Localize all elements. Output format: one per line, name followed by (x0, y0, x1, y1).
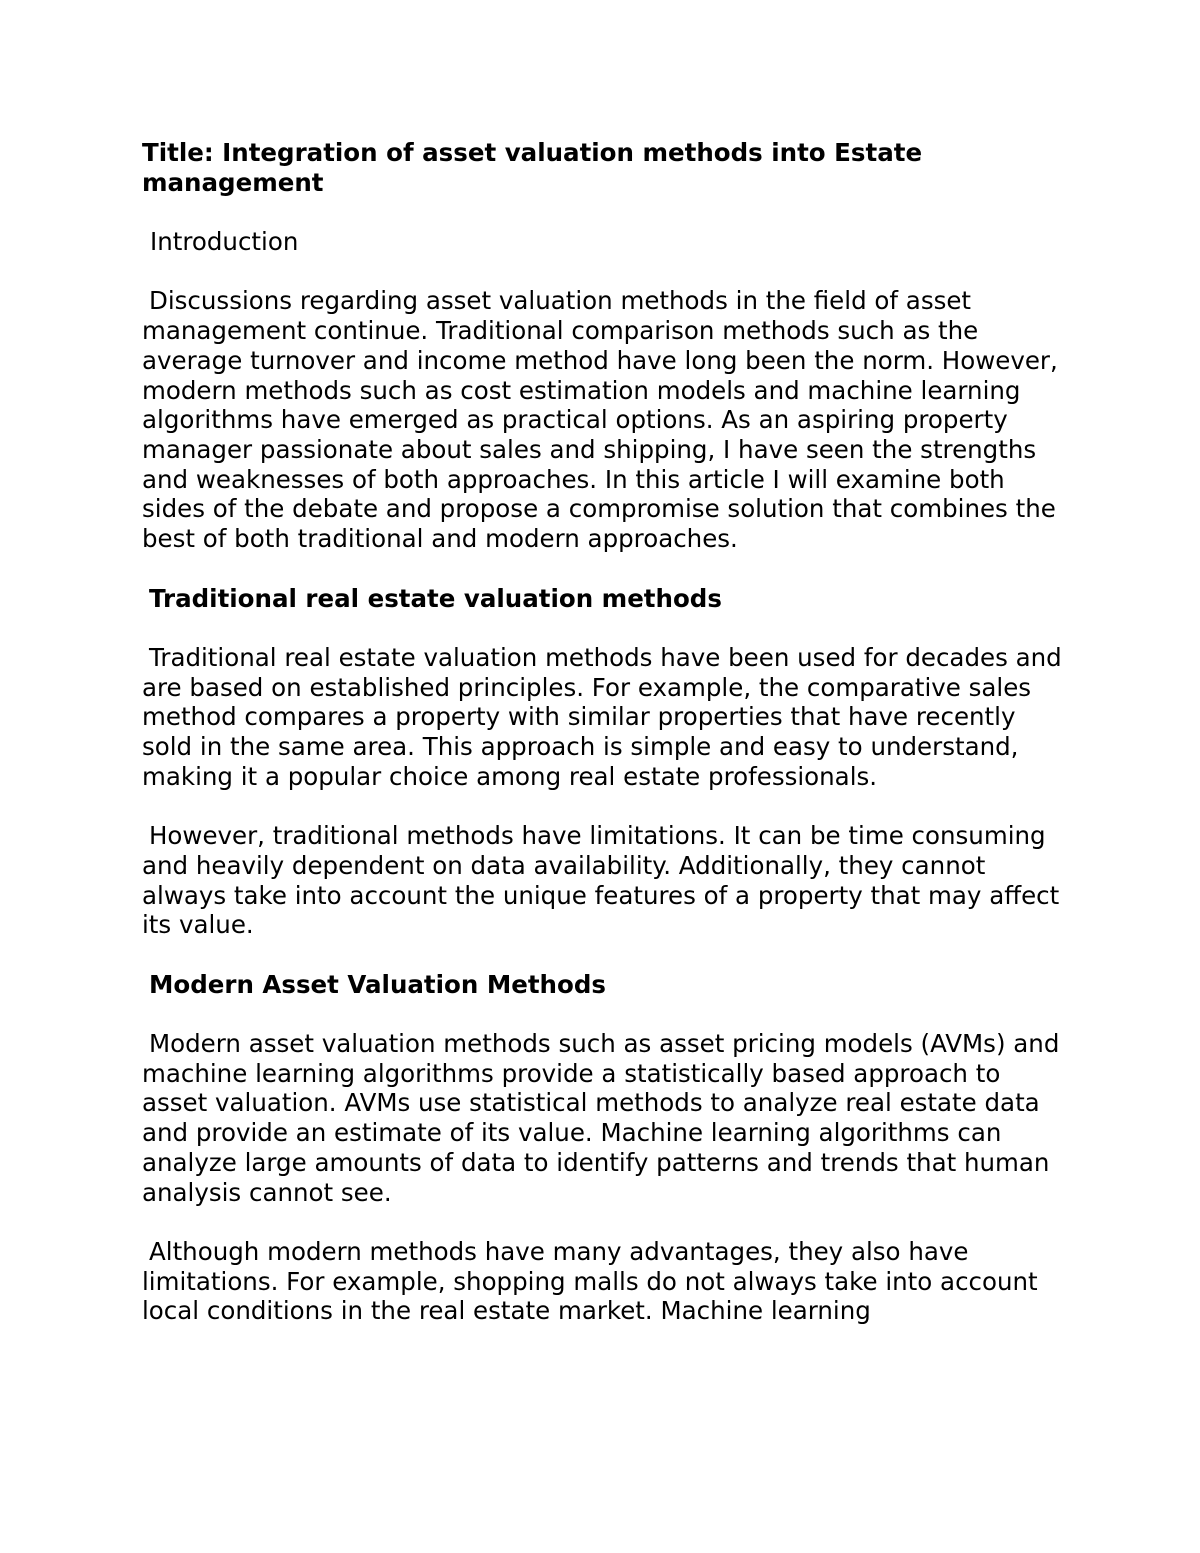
traditional-paragraph-2 (142, 821, 1072, 940)
section-heading-traditional: Traditional real estate valuation methods (149, 583, 722, 613)
document-page (142, 138, 1072, 1326)
traditional-paragraph-1-text: Traditional real estate valuation methods have been used for decades and are based on established principles. For example, the comparative sales method compares a property with similar properties that have recently sold in the same area. This approach is simple and easy to understand, making it a popular choice among real estate professionals. (142, 642, 1062, 791)
traditional-paragraph-2-text: However, traditional methods have limitations. It can be time consuming and heavily dependent on data availability. Additionally, they cannot always take into account the unique features of a property that may affect its value. (142, 821, 1060, 940)
modern-paragraph-2-text: Although modern methods have many advantages, they also have limitations. For example, shopping malls do not always take into account local conditions in the real estate market. Machine learning (142, 1236, 1038, 1326)
intro-paragraph-text: Discussions regarding asset valuation methods in the field of asset management continue. Traditional comparison methods such as the average turnover and income method have long been the norm. However, modern methods such as cost estimation models and machine learning algorithms have emerged as practical options. As an aspiring property manager passionate about sales and shipping, I have seen the strengths and weaknesses of both approaches. In this article I will examine both sides of the debate and propose a compromise solution that combines the best of both traditional and modern approaches. (142, 286, 1058, 554)
document-title: Title: Integration of asset valuation methods into Estate management (142, 138, 923, 197)
traditional-paragraph-1 (142, 643, 1072, 792)
modern-paragraph-1 (142, 1029, 1072, 1207)
section-heading-modern: Modern Asset Valuation Methods (149, 969, 606, 999)
modern-paragraph-1-text: Modern asset valuation methods such as asset pricing models (AVMs) and machine learning algorithms provide a statistically based approach to asset valuation. AVMs use statistical methods to analyze real estate data and provide an estimate of its value. Machine learning algorithms can analyze large amounts of data to identify patterns and trends that human analysis cannot see. (142, 1028, 1060, 1207)
intro-heading: Introduction (150, 227, 299, 257)
intro-paragraph (142, 286, 1072, 553)
modern-paragraph-2 (142, 1237, 1072, 1326)
